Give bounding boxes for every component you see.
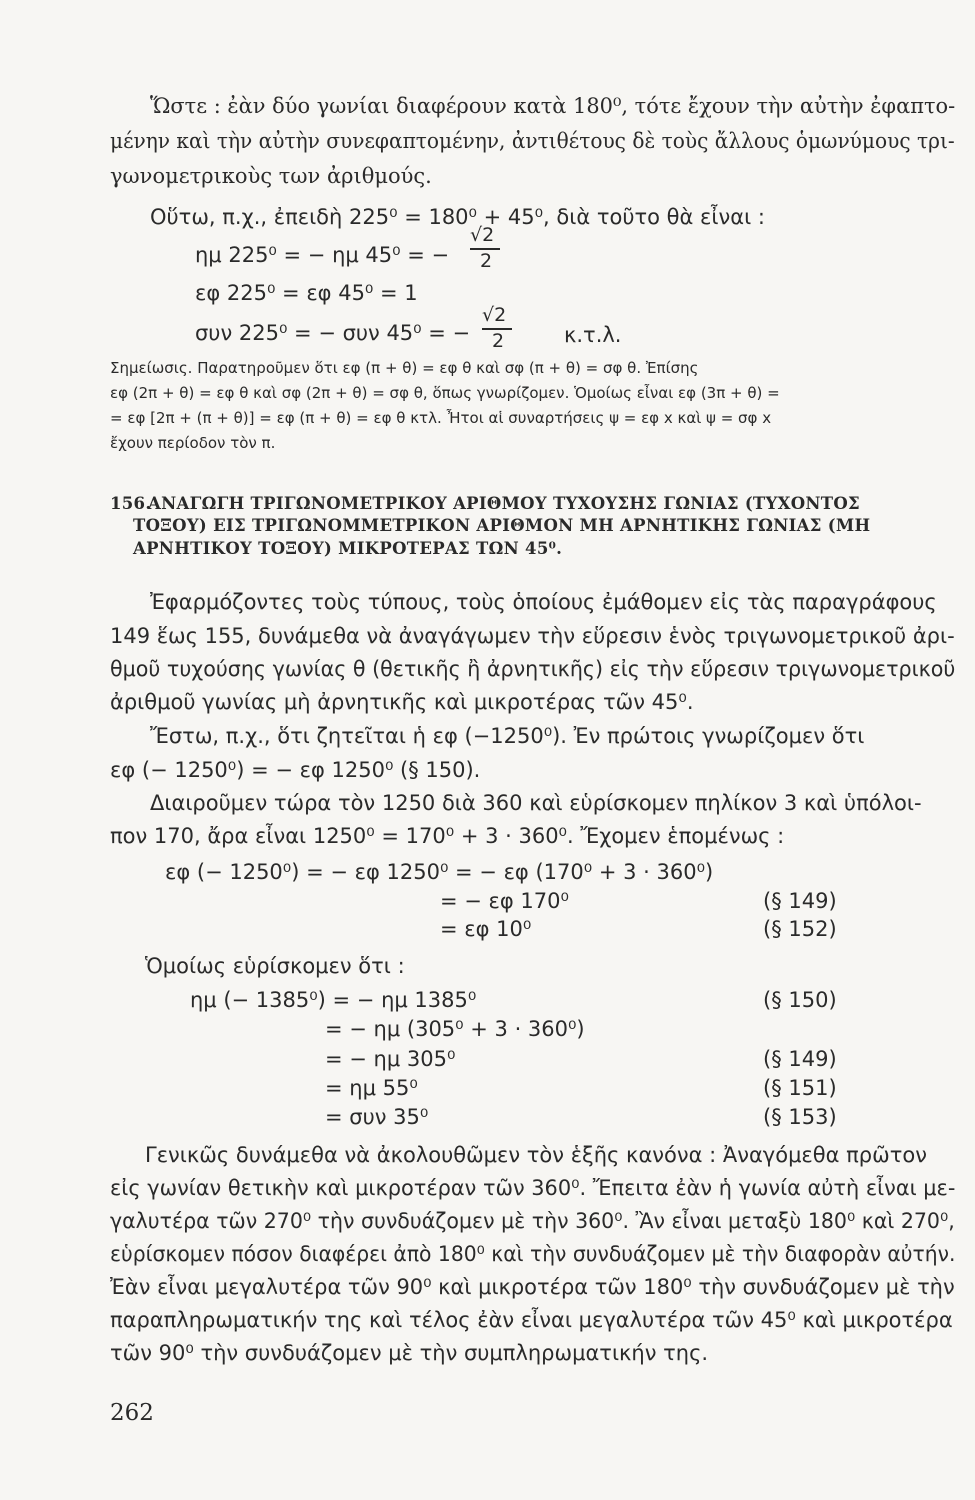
para1-line-4: ἀριθμοῦ γωνίας μὴ ἀρνητικῆς καὶ μικροτέρας τῶν 45⁰. xyxy=(110,690,694,714)
eqB-line-3: = − ημ 305⁰ xyxy=(325,1047,456,1071)
formula-tan-225: εφ 225⁰ = εφ 45⁰ = 1 xyxy=(195,281,418,305)
rule-line-5: Ἐὰν εἶναι μεγαλυτέρα τῶν 90⁰ καὶ μικροτέρα τῶν 180⁰ τὴν συνδυάζομεν μὲ τὴν xyxy=(110,1275,955,1299)
eqB-line-5: = συν 35⁰ xyxy=(325,1105,429,1129)
example-lead: Οὕτω, π.χ., ἐπειδὴ 225⁰ = 180⁰ + 45⁰, διὰ τοῦτο θὰ εἶναι : xyxy=(150,205,765,229)
eqB-line-1: ημ (− 1385⁰) = − ημ 1385⁰ xyxy=(190,988,477,1012)
para1-line-2: 149 ἕως 155, δυνάμεθα νὰ ἀναγάγωμεν τὴν εὕρεσιν ἑνὸς τριγωνομετρικοῦ ἀρι- xyxy=(110,624,955,648)
eqB-ref-5: (§ 153) xyxy=(763,1105,837,1129)
intro-line-2: μένην καὶ τὴν αὐτὴν συνεφαπτομένην, ἀντιθέτους δὲ τοὺς ἄλλους ὁμωνύμους τρι- xyxy=(110,129,955,153)
para1-line-1: Ἐφαρμόζοντες τοὺς τύπους, τοὺς ὁποίους ἐμάθομεν εἰς τὰς παραγράφους xyxy=(150,590,937,614)
section-number: 156. xyxy=(110,494,152,513)
eqB-ref-1: (§ 150) xyxy=(763,988,837,1012)
note-line-2: εφ (2π + θ) = εφ θ καὶ σφ (2π + θ) = σφ θ, ὅπως γνωρίζομεν. Ὁμοίως εἶναι εφ (3π + θ) = xyxy=(110,384,780,402)
rule-line-4: εὑρίσκομεν πόσον διαφέρει ἀπὸ 180⁰ καὶ τὴν συνδυάζομεν μὲ τὴν διαφορὰν αὐτήν. xyxy=(110,1242,956,1266)
eqA-ref-2: (§ 149) xyxy=(763,889,837,913)
fraction-denominator: 2 xyxy=(492,330,505,352)
rule-line-1: Γενικῶς δυνάμεθα νὰ ἀκολουθῶμεν τὸν ἑξῆς κανόνα : Ἀναγόμεθα πρῶτον xyxy=(145,1143,927,1167)
para3-line-2: πον 170, ἄρα εἶναι 1250⁰ = 170⁰ + 3 · 360⁰. Ἔχομεν ἑπομένως : xyxy=(110,824,785,848)
formula-cos-225: συν 225⁰ = − συν 45⁰ = − xyxy=(195,321,471,345)
rule-line-3: γαλυτέρα τῶν 270⁰ τὴν συνδυάζομεν μὲ τὴν 360⁰. Ἂν εἶναι μεταξὺ 180⁰ καὶ 270⁰, xyxy=(110,1209,955,1233)
eqB-ref-4: (§ 151) xyxy=(763,1076,837,1100)
eqA-line-2: = − εφ 170⁰ xyxy=(440,889,569,913)
para3-line-1: Διαιροῦμεν τώρα τὸν 1250 διὰ 360 καὶ εὑρίσκομεν πηλίκον 3 καὶ ὑπόλοι- xyxy=(150,791,922,815)
eqB-ref-3: (§ 149) xyxy=(763,1047,837,1071)
para2-line-1: Ἔστω, π.χ., ὅτι ζητεῖται ἡ εφ (−1250⁰). Ἐν πρώτοις γνωρίζομεν ὅτι xyxy=(150,724,865,748)
para1-line-3: θμοῦ τυχούσης γωνίας θ (θετικῆς ἢ ἀρνητικῆς) εἰς τὴν εὕρεσιν τριγωνομετρικοῦ xyxy=(110,657,956,681)
similarly-line: Ὁμοίως εὑρίσκομεν ὅτι : xyxy=(145,954,405,978)
note-line-1: Σημείωσις. Παρατηροῦμεν ὅτι εφ (π + θ) = εφ θ καὶ σφ (π + θ) = σφ θ. Ἐπίσης xyxy=(110,359,699,377)
note-line-4: ἔχουν περίοδον τὸν π. xyxy=(110,434,276,452)
fraction-sqrt2-over-2-b xyxy=(482,306,514,354)
fraction-numerator: √2 xyxy=(470,224,495,246)
para2-line-2: εφ (− 1250⁰) = − εφ 1250⁰ (§ 150). xyxy=(110,758,481,782)
fraction-numerator: √2 xyxy=(482,304,507,326)
eqA-line-3: = εφ 10⁰ xyxy=(440,917,532,941)
eqB-line-2: = − ημ (305⁰ + 3 · 360⁰) xyxy=(325,1017,585,1041)
note-line-3: = εφ [2π + (π + θ)] = εφ (π + θ) = εφ θ κτλ. Ἦτοι αἱ συναρτήσεις ψ = εφ x καὶ ψ = σφ x xyxy=(110,409,772,427)
intro-line-1: Ὥστε : ἐὰν δύο γωνίαι διαφέρουν κατὰ 180⁰, τότε ἔχουν τὴν αὐτὴν ἐφαπτο- xyxy=(150,94,956,118)
section-title-line-2: ΤΟΞΟΥ) ΕΙΣ ΤΡΙΓΩΝΟΜΜΕΤΡΙΚΟΝ ΑΡΙΘΜΟΝ ΜΗ ΑΡΝΗΤΙΚΗΣ ΓΩΝΙΑΣ (ΜΗ xyxy=(133,516,871,535)
rule-line-2: εἰς γωνίαν θετικὴν καὶ μικροτέραν τῶν 360⁰. Ἔπειτα ἐὰν ἡ γωνία αὐτὴ εἶναι με- xyxy=(110,1176,956,1200)
section-title-line-3: ΑΡΝΗΤΙΚΟΥ ΤΟΞΟΥ) ΜΙΚΡΟΤΕΡΑΣ ΤΩΝ 45⁰. xyxy=(133,539,563,558)
intro-line-3: γωνομετρικοὺς των ἀριθμούς. xyxy=(110,164,432,188)
eqA-line-1: εφ (− 1250⁰) = − εφ 1250⁰ = − εφ (170⁰ + 3 · 360⁰) xyxy=(165,860,714,884)
rule-line-6: παραπληρωματικήν της καὶ τέλος ἐὰν εἶναι μεγαλυτέρα τῶν 45⁰ καὶ μικροτέρα xyxy=(110,1308,953,1332)
eqA-ref-3: (§ 152) xyxy=(763,917,837,941)
eqB-line-4: = ημ 55⁰ xyxy=(325,1076,418,1100)
fraction-denominator: 2 xyxy=(480,250,493,272)
formula-sin-225: ημ 225⁰ = − ημ 45⁰ = − xyxy=(195,243,450,267)
section-title-line-1: ΑΝΑΓΩΓΗ ΤΡΙΓΩΝΟΜΕΤΡΙΚΟΥ ΑΡΙΘΜΟΥ ΤΥΧΟΥΣΗΣ ΓΩΝΙΑΣ (ΤΥΧΟΝΤΟΣ xyxy=(148,494,860,513)
formula-etc: κ.τ.λ. xyxy=(564,323,622,347)
fraction-sqrt2-over-2-a xyxy=(470,226,502,274)
rule-line-7: τῶν 90⁰ τὴν συνδυάζομεν μὲ τὴν συμπληρωματικήν της. xyxy=(110,1341,709,1365)
page-number: 262 xyxy=(110,1400,154,1426)
